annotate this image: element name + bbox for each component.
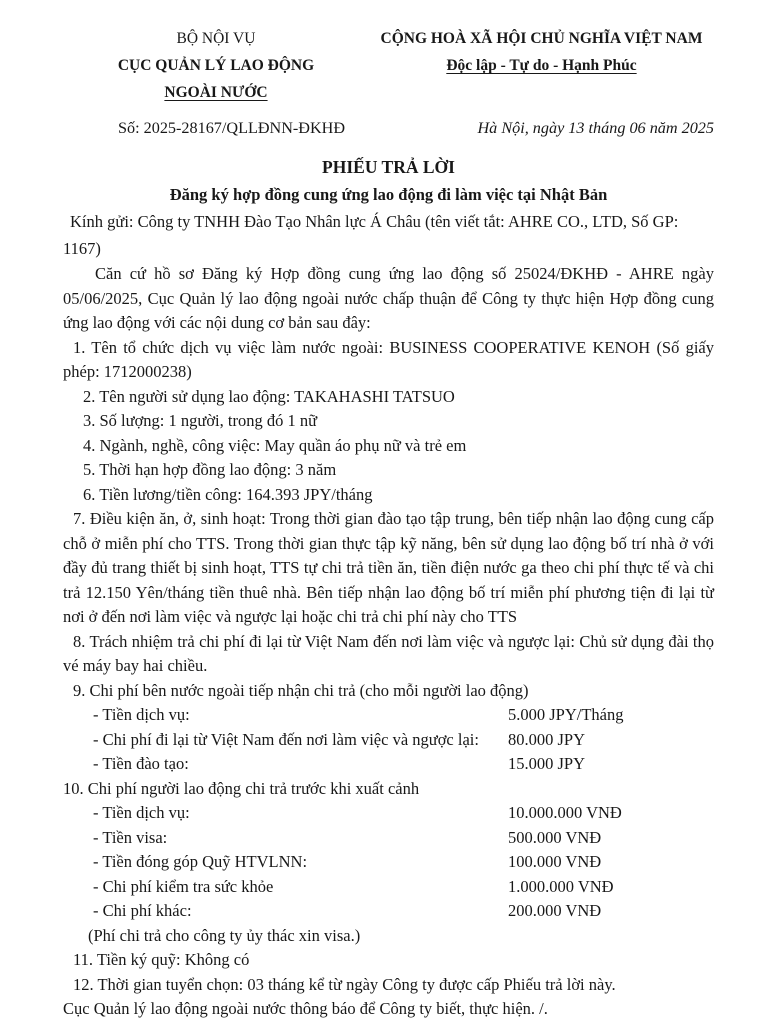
- fee-row: [63, 875, 714, 900]
- department-name-line2: NGOÀI NƯỚC: [164, 84, 268, 101]
- place-and-date: Hà Nội, ngày 13 tháng 06 năm 2025: [477, 119, 714, 137]
- fee-row: [63, 801, 714, 826]
- intro-paragraph: Căn cứ hồ sơ Đăng ký Hợp đồng cung ứng lao động số 25024/ĐKHĐ - AHRE ngày 05/06/2025, Cục Quản lý lao động ngoài nước chấp thuận để Công ty thực hiện Hợp đồng cung ứng lao động với các nội dung cơ bản sau đây:: [63, 264, 714, 332]
- fee-label: - Chi phí khác:: [93, 901, 192, 920]
- fee-value: 200.000 VNĐ: [508, 901, 602, 920]
- item-8: 8. Trách nhiệm trả chi phí đi lại từ Việt Nam đến nơi làm việc và ngược lại: Chủ sử dụng đài thọ vé máy bay hai chiều.: [63, 631, 714, 675]
- fee-value: 100.000 VNĐ: [508, 852, 602, 871]
- national-motto: Độc lập - Tự do - Hạnh Phúc: [446, 57, 637, 74]
- fee-row: [63, 752, 714, 777]
- item-3: 3. Số lượng: 1 người, trong đó 1 nữ: [83, 411, 318, 430]
- item-12: 12. Thời gian tuyển chọn: 03 tháng kể từ ngày Công ty được cấp Phiếu trả lời này.: [73, 974, 616, 994]
- fee-label: - Chi phí kiểm tra sức khỏe: [93, 876, 274, 896]
- fee-row: [63, 826, 714, 851]
- fee-row: [63, 850, 714, 875]
- item-10-heading: 10. Chi phí người lao động chi trả trước khi xuất cảnh: [63, 778, 420, 798]
- fee-value: 500.000 VNĐ: [508, 827, 602, 847]
- recipient-line: Kính gửi: Công ty TNHH Đào Tạo Nhân lực Á Châu (tên viết tắt: AHRE CO., LTD, Số GP: 1167): [63, 212, 679, 258]
- national-header-block: [369, 25, 714, 106]
- national-title: CỘNG HOÀ XÃ HỘI CHỦ NGHĨA VIỆT NAM: [380, 30, 703, 47]
- fee-value: 80.000 JPY: [508, 729, 586, 749]
- ministry-name: BỘ NỘI VỤ: [176, 30, 256, 47]
- fee-row: [63, 728, 714, 753]
- fee-label: - Tiền visa:: [93, 827, 168, 847]
- issuing-agency-block: [63, 25, 369, 106]
- item-5: 5. Thời hạn hợp đồng lao động: 3 năm: [83, 460, 337, 479]
- document-title: PHIẾU TRẢ LỜI: [322, 157, 455, 177]
- fee-row: [63, 899, 714, 924]
- item-11: 11. Tiền ký quỹ: Không có: [73, 950, 250, 969]
- fee-label: - Tiền đào tạo:: [93, 754, 189, 773]
- fee-value: 15.000 JPY: [508, 754, 586, 773]
- item-7: 7. Điều kiện ăn, ở, sinh hoạt: Trong thời gian đào tạo tập trung, bên tiếp nhận lao động cung cấp chỗ ở miễn phí cho TTS. Trong thời gian thực tập kỹ năng, bên sử dụng lao động bố trí nhà ở với đầy đủ trang thiết bị sinh hoạt, TTS tự chi trả tiền ăn, tiền điện nước ga theo chi phí thực tế và chi trả 12.150 Yên/tháng tiền thuê nhà. Bên tiếp nhận lao động bố trí miễn phí phương tiện đi lại từ nơi ở đến nơi làm việc và ngược lại hoặc chi trả chi phí này cho TTS: [63, 509, 714, 626]
- document-header: [63, 25, 714, 106]
- fee-value: 10.000.000 VNĐ: [508, 803, 622, 822]
- fee-value: 1.000.000 VNĐ: [508, 876, 614, 896]
- fee-label: - Tiền dịch vụ:: [93, 803, 190, 822]
- item-4: 4. Ngành, nghề, công việc: May quần áo phụ nữ và trẻ em: [83, 435, 467, 455]
- document-meta-row: [63, 116, 714, 140]
- document-subtitle: Đăng ký hợp đồng cung ứng lao động đi làm việc tại Nhật Bản: [169, 185, 608, 204]
- document-number: Số: 2025-28167/QLLĐNN-ĐKHĐ: [118, 119, 346, 137]
- department-name-line1: CỤC QUẢN LÝ LAO ĐỘNG: [117, 57, 315, 74]
- item-9-heading: 9. Chi phí bên nước ngoài tiếp nhận chi trả (cho mỗi người lao động): [73, 680, 529, 700]
- fee-value: 5.000 JPY/Tháng: [508, 705, 624, 724]
- item-6: 6. Tiền lương/tiền công: 164.393 JPY/tháng: [83, 484, 373, 504]
- fee-label: - Chi phí đi lại từ Việt Nam đến nơi làm việc và ngược lại:: [93, 729, 479, 749]
- visa-fee-note: (Phí chi trả cho công ty ủy thác xin visa.): [88, 925, 361, 945]
- fee-label: - Tiền dịch vụ:: [93, 705, 190, 724]
- item-1: 1. Tên tổ chức dịch vụ việc làm nước ngoài: BUSINESS COOPERATIVE KENOH (Số giấy phép: 1712000238): [63, 337, 714, 381]
- fee-label: - Tiền đóng góp Quỹ HTVLNN:: [93, 852, 308, 871]
- item-2: 2. Tên người sử dụng lao động: TAKAHASHI TATSUO: [83, 386, 455, 406]
- closing-line: Cục Quản lý lao động ngoài nước thông báo để Công ty biết, thực hiện. /.: [63, 999, 548, 1018]
- fee-row: [63, 703, 714, 728]
